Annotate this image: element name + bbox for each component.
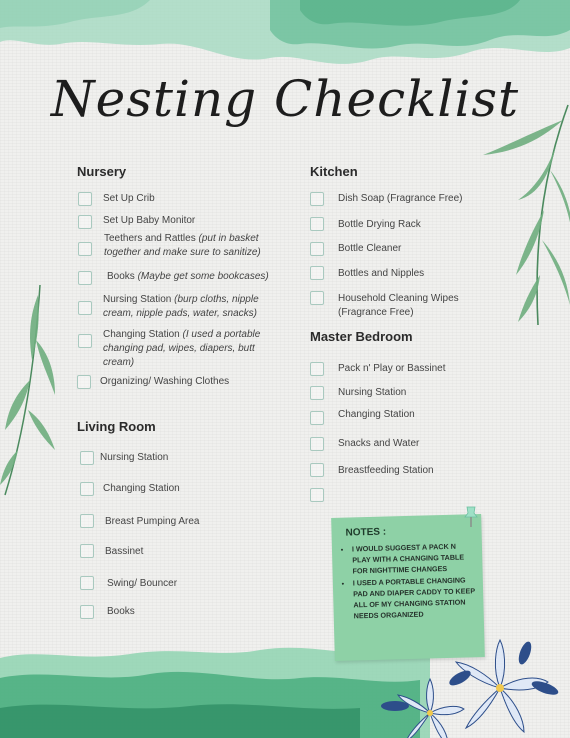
checkbox[interactable] [310, 242, 324, 256]
checklist-item: Bottle Cleaner [338, 243, 402, 254]
leaf-branch-icon [0, 280, 60, 500]
checkbox[interactable] [78, 192, 92, 206]
checklist-item: Changing Station [103, 483, 180, 494]
checkbox[interactable] [78, 334, 92, 348]
checkbox[interactable] [80, 451, 94, 465]
checklist-item: Nursing Station [338, 387, 407, 398]
page-title: Nesting Checklist [50, 70, 520, 128]
checkbox[interactable] [310, 362, 324, 376]
checkbox[interactable] [310, 266, 324, 280]
checkbox[interactable] [80, 544, 94, 558]
checklist-item: Set Up Baby Monitor [103, 215, 196, 226]
checklist-item: Organizing/ Washing Clothes [100, 376, 230, 387]
checklist-item: Changing Station (I used a portable changing pad, wipes, diapers, butt cream) [103, 329, 261, 368]
checklist-item: Changing Station [338, 409, 415, 420]
checkbox[interactable] [78, 242, 92, 256]
checkbox[interactable] [78, 215, 92, 229]
checklist-item: Breast Pumping Area [105, 516, 200, 527]
notes-card [331, 514, 485, 661]
checklist-item: Swing/ Bouncer [107, 578, 178, 589]
checklist-item: Nursing Station (burp cloths, nipple cream, nipple pads, water, snacks) [103, 294, 259, 319]
checkbox[interactable] [78, 301, 92, 315]
checklist-item: Set Up Crib [103, 193, 155, 204]
checklist-item: Bottles and Nipples [338, 268, 425, 279]
checklist-item: Snacks and Water [338, 438, 420, 449]
notes-list [338, 540, 478, 622]
checklist-item: Books [107, 606, 135, 617]
section-heading-nursery: Nursery [77, 164, 127, 179]
checklist-item: Nursing Station [100, 452, 169, 463]
checkbox[interactable] [310, 411, 324, 425]
checkbox[interactable] [310, 437, 324, 451]
checkbox[interactable] [310, 463, 324, 477]
checklist-item: Dish Soap (Fragrance Free) [338, 193, 463, 204]
checklist-item: Breastfeeding Station [338, 465, 434, 476]
checkbox[interactable] [80, 605, 94, 619]
section-heading-living-room: Living Room [77, 419, 156, 434]
section-heading-master-bedroom: Master Bedroom [310, 329, 413, 344]
leaf-branch-icon [478, 100, 570, 330]
checklist-item: Pack n' Play or Bassinet [338, 363, 446, 374]
notes-item: • I USED A PORTABLE CHANGING PAD AND DIAPER CADDY TO KEEP ALL OF MY CHANGING STATION NEEDS ORGANIZED [353, 574, 478, 621]
checkbox[interactable] [77, 375, 91, 389]
section-heading-kitchen: Kitchen [310, 164, 358, 179]
notes-item: • I WOULD SUGGEST A PACK N PLAY WITH A CHANGING TABLE FOR NIGHTTIME CHANGES [352, 540, 477, 576]
pushpin-icon [463, 506, 479, 528]
checklist-item: Bottle Drying Rack [338, 219, 421, 230]
checkbox[interactable] [310, 291, 324, 305]
checkbox[interactable] [310, 217, 324, 231]
checkbox[interactable] [310, 192, 324, 206]
checkbox[interactable] [80, 514, 94, 528]
checklist-item: Books (Maybe get some bookcases) [107, 271, 269, 282]
checkbox[interactable] [310, 488, 324, 502]
checkbox[interactable] [310, 386, 324, 400]
checklist-item: Teethers and Rattles (put in basket together and make sure to sanitize) [104, 233, 261, 258]
checklist-item: Household Cleaning Wipes (Fragrance Free) [338, 293, 459, 318]
notes-heading: NOTES : [345, 526, 387, 539]
checkbox[interactable] [78, 271, 92, 285]
checkbox[interactable] [80, 576, 94, 590]
checkbox[interactable] [80, 482, 94, 496]
checklist-item: Bassinet [105, 546, 144, 557]
